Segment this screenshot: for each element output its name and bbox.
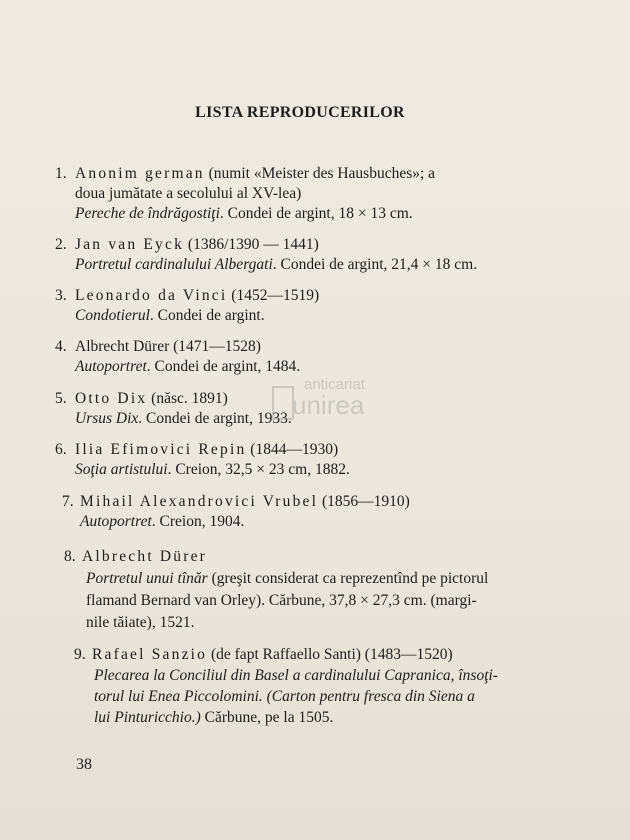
entry-author: Albrecht Dürer xyxy=(82,548,208,565)
entry-details: (1471—1528) xyxy=(169,338,261,355)
entry-number: 5. xyxy=(55,390,67,407)
entry-work-title-continued: torul lui Enea Piccolomini. (Carton pentru fresca din Siena a xyxy=(94,688,475,705)
page-title: LISTA REPRODUCERILOR xyxy=(195,104,405,121)
watermark-main-text: unirea xyxy=(292,390,365,420)
entry-work-title: Soţia artistului xyxy=(75,461,168,478)
entry-details: (1452—1519) xyxy=(227,287,320,304)
entry-number: 9. xyxy=(74,646,86,663)
entry-details-continued: doua jumătate a secolului al XV-lea) xyxy=(75,185,302,202)
entry-medium: Cărbune, pe la 1505. xyxy=(200,709,334,726)
entry-number: 1. xyxy=(55,165,67,182)
entry-work-title: Portretul cardinalului Albergati xyxy=(75,256,273,273)
entry-details: (1844—1930) xyxy=(246,441,339,458)
entry-medium: . Condei de argint, 21,4 × 18 cm. xyxy=(272,256,478,273)
entry-number: 7. xyxy=(62,493,74,510)
entry-number: 2. xyxy=(55,236,67,253)
entry-work-title: Autoportret xyxy=(75,358,147,375)
entry-medium: . Condei de argint, 1933. xyxy=(138,410,292,427)
entry-author: Mihail Alexandrovici Vrubel xyxy=(80,493,319,510)
entry-number: 4. xyxy=(55,338,67,355)
entry-medium: . Creion, 1904. xyxy=(151,513,245,530)
entry-number: 3. xyxy=(55,287,67,304)
entry-author: Jan van Eyck xyxy=(75,236,185,253)
entry-details: (de fapt Raffaello Santi) (1483—1520) xyxy=(207,646,453,663)
entry-author: Albrecht Dürer xyxy=(75,338,170,355)
entry-work-title: Autoportret xyxy=(80,513,152,530)
entry-medium: . Condei de argint, 18 × 13 cm. xyxy=(219,205,413,222)
entry-author: Rafael Sanzio xyxy=(92,646,208,663)
entry-details: (născ. 1891) xyxy=(147,390,228,407)
entry-author: Otto Dix xyxy=(75,390,148,407)
entry-work-title: Plecarea la Conciliul din Basel a cardinalului Capranica, însoţi- xyxy=(94,667,498,684)
entry-work-title: Pereche de îndrăgostiţi xyxy=(75,205,220,222)
entry-medium: (greşit considerat ca reprezentînd pe pictorul xyxy=(207,570,489,587)
entry-author: Ilia Efimovici Repin xyxy=(75,441,247,458)
entry-medium-continued: nile tăiate), 1521. xyxy=(86,614,195,631)
entry-work-title: Portretul unui tînăr xyxy=(86,570,208,587)
entry-work-title-continued: lui Pinturicchio.) xyxy=(94,709,201,726)
entry-details: (numit «Meister des Hausbuches»; a xyxy=(204,165,436,182)
watermark-top-text: anticariat xyxy=(304,376,365,393)
entry-details: (1856—1910) xyxy=(318,493,410,510)
page-number: 38 xyxy=(76,756,92,773)
entry-medium: . Creion, 32,5 × 23 cm, 1882. xyxy=(167,461,350,478)
entry-medium-continued: flamand Bernard van Orley). Cărbune, 37,8 × 27,3 cm. (margi- xyxy=(86,592,477,609)
entry-number: 8. xyxy=(64,548,76,565)
entry-author: Leonardo da Vinci xyxy=(75,287,228,304)
entry-medium: . Condei de argint, 1484. xyxy=(146,358,301,375)
entry-author: Anonim german xyxy=(75,165,205,182)
entry-medium: . Condei de argint. xyxy=(149,307,265,324)
entry-work-title: Condotierul xyxy=(75,307,150,324)
entry-details: (1386/1390 — 1441) xyxy=(184,236,319,253)
entry-work-title: Ursus Dix xyxy=(75,410,139,427)
entry-number: 6. xyxy=(55,441,67,458)
